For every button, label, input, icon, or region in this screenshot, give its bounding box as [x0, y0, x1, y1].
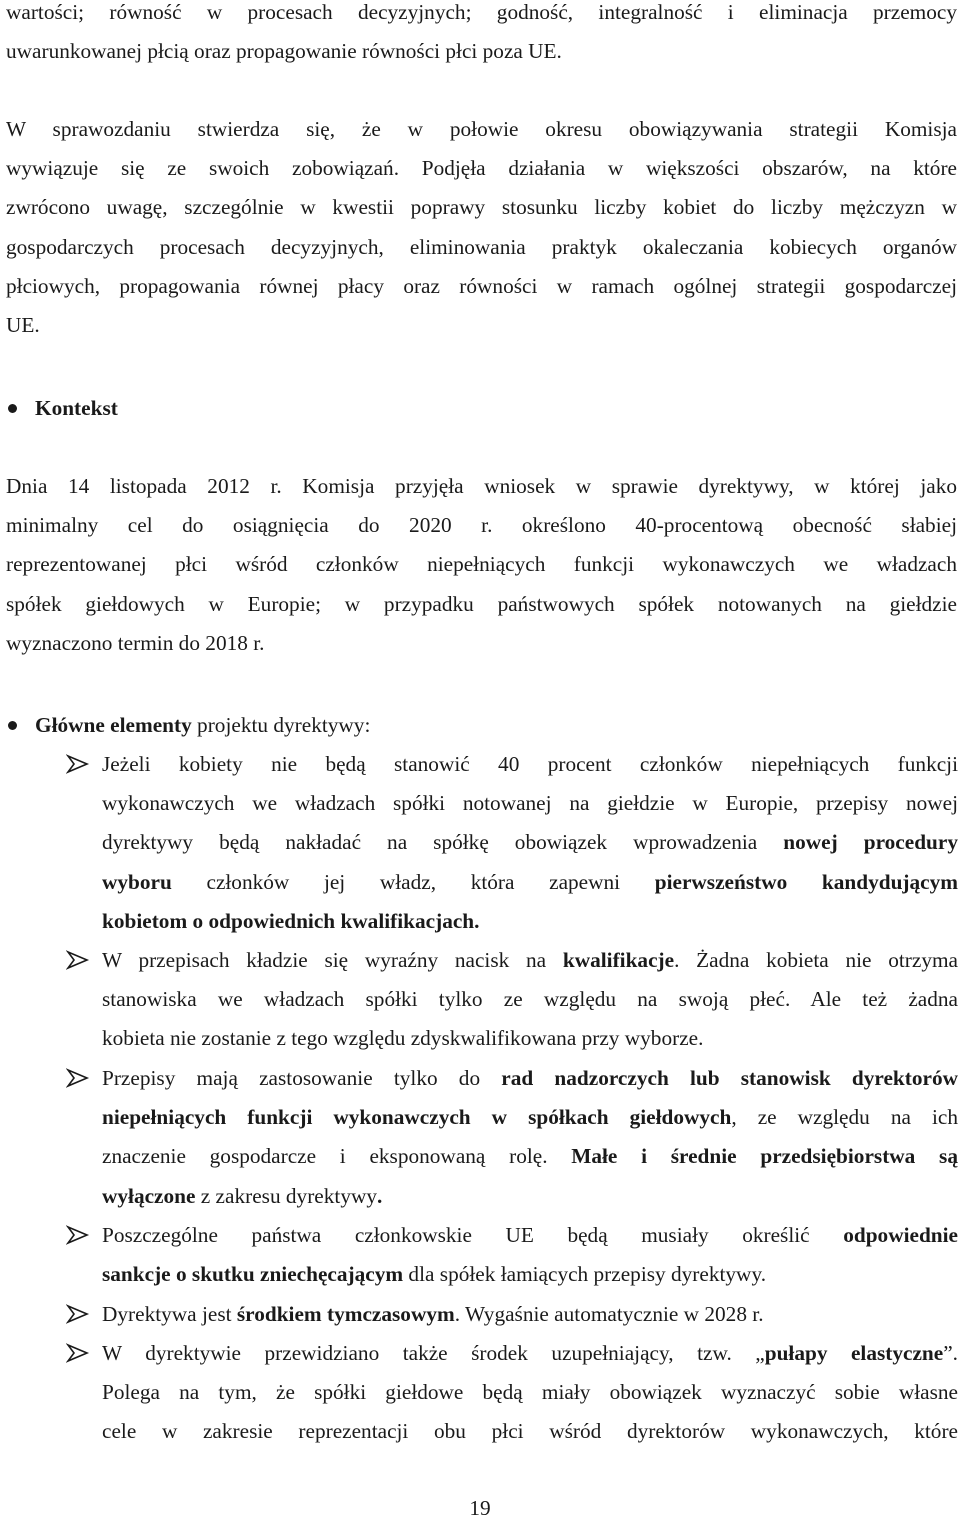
item-line: Polega na tym, że spółki giełdowe będą miały obowiązek wyznaczyć sobie własne	[102, 1380, 958, 1405]
bullet-dot-icon	[8, 404, 17, 413]
item-line: Dyrektywa jest środkiem tymczasowym. Wygaśnie automatycznie w 2028 r.	[102, 1302, 764, 1326]
list-item-body	[102, 745, 958, 941]
report-line: płciowych, propagowania równej płacy oraz równości w ramach ogólnej strategii gospodarczej	[6, 273, 957, 298]
report-line: W sprawozdaniu stwierdza się, że w połowie okresu obowiązywania strategii Komisja	[6, 117, 957, 141]
context-line: spółek giełdowych w Europie; w przypadku państwowych spółek notowanych na giełdzie	[6, 591, 957, 616]
report-paragraph	[6, 110, 957, 345]
item-line: wyłączone z zakresu dyrektywy.	[102, 1183, 383, 1208]
intro-line: wartości; równość w procesach decyzyjnych; godność, integralność i eliminacja przemocy	[6, 0, 957, 24]
heading-text: Kontekst	[35, 396, 118, 420]
item-line: cele w zakresie reprezentacji obu płci wśród dyrektorów wykonawczych, które	[102, 1419, 958, 1444]
intro-paragraph	[6, 0, 957, 71]
list-item-body	[102, 941, 958, 1059]
list-item-body	[102, 1216, 958, 1294]
item-line: dyrektywy będą nakładać na spółkę obowiązek wprowadzenia nowej procedury	[102, 830, 958, 855]
report-line: UE.	[6, 313, 40, 338]
context-paragraph	[6, 467, 957, 663]
heading-rest-text: projektu dyrektywy:	[191, 713, 371, 737]
item-line: wykonawczych we władzach spółki notowanej na giełdzie w Europie, przepisy nowej	[102, 791, 958, 816]
item-line: kobietom o odpowiednich kwalifikacjach.	[102, 908, 480, 933]
item-line: Przepisy mają zastosowanie tylko do rad nadzorczych lub stanowisk dyrektorów	[102, 1066, 958, 1090]
intro-line: uwarunkowanej płcią oraz propagowanie równości płci poza UE.	[6, 39, 562, 64]
arrowhead-bullet-icon	[66, 1068, 90, 1088]
arrowhead-bullet-icon	[66, 1225, 90, 1245]
item-line: W przepisach kładzie się wyraźny nacisk na kwalifikacje. Żadna kobieta nie otrzyma	[102, 948, 959, 972]
context-line: reprezentowanej płci wśród członków niepełniących funkcji wykonawczych we władzach	[6, 552, 957, 577]
context-line: wyznaczono termin do 2018 r.	[6, 630, 265, 655]
report-line: gospodarczych procesach decyzyjnych, eliminowania praktyk okaleczania kobiecych organów	[6, 234, 957, 259]
item-line: Jeżeli kobiety nie będą stanowić 40 procent członków niepełniących funkcji	[102, 752, 958, 776]
page-number: 19	[469, 1496, 491, 1520]
list-item-body	[102, 1059, 958, 1216]
report-line: wywiązuje się ze swoich zobowiązań. Podjęła działania w większości obszarów, na które	[6, 156, 957, 181]
item-line: kobieta nie zostanie z tego względu zdyskwalifikowana przy wyborze.	[102, 1026, 704, 1051]
item-line: wyboru członków jej władz, która zapewni pierwszeństwo kandydującym	[102, 869, 958, 894]
context-line: minimalny cel do osiągnięcia do 2020 r. określono 40-procentową obecność słabiej	[6, 513, 957, 538]
list-item-body	[102, 1334, 958, 1452]
item-line: znaczenie gospodarcze i eksponowaną rolę. Małe i średnie przedsiębiorstwa są	[102, 1144, 958, 1169]
arrowhead-bullet-icon	[66, 950, 90, 970]
arrowhead-bullet-icon	[66, 1343, 90, 1363]
context-line: Dnia 14 listopada 2012 r. Komisja przyjęła wniosek w sprawie dyrektywy, w której jako	[6, 474, 957, 498]
item-line: W dyrektywie przewidziano także środek uzupełniający, tzw. „pułapy elastyczne”.	[102, 1341, 958, 1365]
bullet-dot-icon	[8, 721, 17, 730]
heading-bold-text: Główne elementy	[35, 713, 192, 737]
item-line: niepełniących funkcji wykonawczych w spółkach giełdowych, ze względu na ich	[102, 1105, 958, 1130]
report-line: zwrócono uwagę, szczególnie w kwestii poprawy stosunku liczby kobiet do liczby mężczyzn w	[6, 195, 957, 220]
item-line: sankcje o skutku zniechęcającym dla spółek łamiących przepisy dyrektywy.	[102, 1262, 767, 1287]
arrowhead-bullet-icon	[66, 1304, 90, 1324]
list-item-body	[102, 1295, 958, 1334]
item-line: Poszczególne państwa członkowskie UE będą musiały określić odpowiednie	[102, 1223, 958, 1247]
arrowhead-bullet-icon	[66, 754, 90, 774]
item-line: stanowiska we władzach spółki tylko ze względu na swoją płeć. Ale też żadna	[102, 987, 958, 1012]
